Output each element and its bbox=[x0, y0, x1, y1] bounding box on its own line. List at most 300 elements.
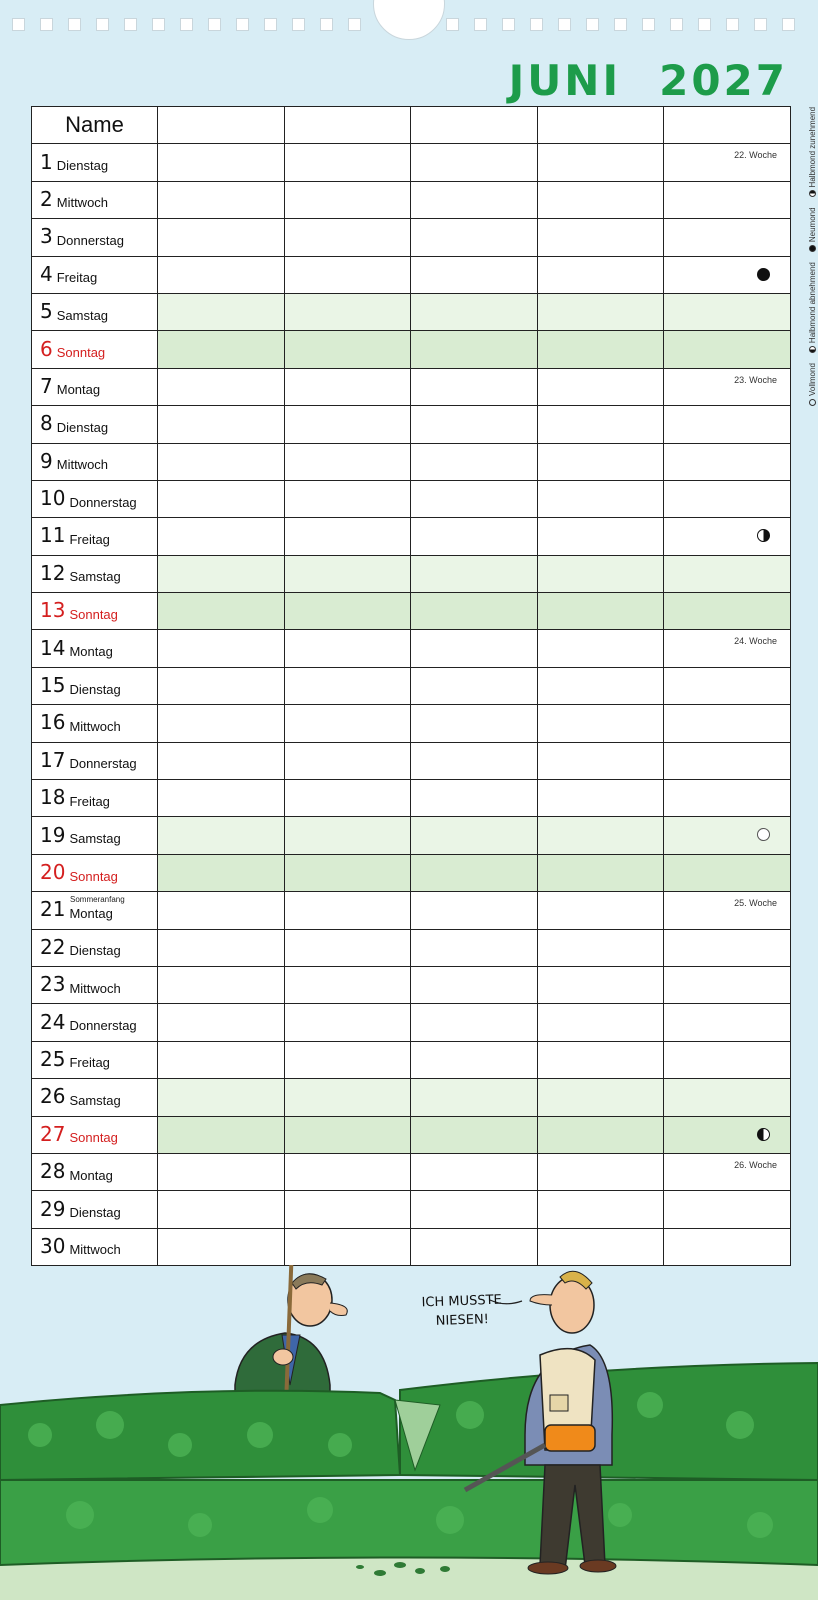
last-moon-icon bbox=[809, 346, 816, 353]
day-row bbox=[32, 1191, 791, 1228]
entry-cell[interactable] bbox=[158, 480, 285, 517]
entry-cell[interactable] bbox=[158, 219, 285, 256]
left-gardener bbox=[235, 1265, 347, 1405]
entry-cell[interactable] bbox=[537, 406, 664, 443]
day-number: 14 bbox=[40, 635, 66, 660]
entry-cell[interactable] bbox=[158, 630, 285, 667]
binding-hole bbox=[614, 18, 627, 31]
entry-cell[interactable] bbox=[411, 1153, 538, 1190]
entry-cell[interactable] bbox=[664, 480, 791, 517]
entry-cell[interactable] bbox=[537, 1041, 664, 1078]
day-row bbox=[32, 219, 791, 256]
day-label-cell bbox=[32, 929, 158, 966]
day-number: 10 bbox=[40, 486, 66, 511]
day-label-cell bbox=[32, 368, 158, 405]
entry-cell[interactable] bbox=[158, 555, 285, 592]
day-label-cell bbox=[32, 1041, 158, 1078]
day-name: Samstag bbox=[69, 569, 121, 585]
entry-cell[interactable] bbox=[664, 1004, 791, 1041]
entry-cell[interactable] bbox=[537, 705, 664, 742]
entry-cell[interactable] bbox=[284, 144, 411, 181]
entry-cell[interactable] bbox=[284, 219, 411, 256]
entry-cell[interactable] bbox=[411, 1004, 538, 1041]
entry-cell[interactable] bbox=[537, 742, 664, 779]
name-column-5[interactable] bbox=[664, 107, 791, 144]
entry-cell[interactable] bbox=[537, 667, 664, 704]
day-number: 18 bbox=[40, 785, 66, 810]
day-number: 24 bbox=[40, 1009, 66, 1034]
day-label-cell bbox=[32, 705, 158, 742]
entry-cell[interactable] bbox=[537, 593, 664, 630]
binding-hole bbox=[96, 18, 109, 31]
entry-cell[interactable] bbox=[664, 293, 791, 330]
entry-cell[interactable] bbox=[284, 1191, 411, 1228]
entry-cell[interactable] bbox=[664, 817, 791, 854]
entry-cell[interactable] bbox=[664, 1116, 791, 1153]
first-moon-icon bbox=[757, 529, 770, 542]
entry-cell[interactable] bbox=[284, 630, 411, 667]
day-name: Montag bbox=[69, 644, 113, 660]
entry-cell[interactable] bbox=[158, 705, 285, 742]
entry-cell[interactable] bbox=[664, 1228, 791, 1265]
day-number: 5 bbox=[40, 299, 53, 324]
entry-cell[interactable] bbox=[411, 1116, 538, 1153]
entry-cell[interactable] bbox=[664, 1041, 791, 1078]
entry-cell[interactable] bbox=[158, 144, 285, 181]
entry-cell[interactable] bbox=[664, 555, 791, 592]
day-label-cell bbox=[32, 1153, 158, 1190]
day-name: Donnerstag bbox=[69, 756, 137, 772]
entry-cell[interactable] bbox=[158, 593, 285, 630]
entry-cell[interactable] bbox=[284, 1116, 411, 1153]
entry-cell[interactable] bbox=[537, 1153, 664, 1190]
day-row bbox=[32, 181, 791, 218]
entry-cell[interactable] bbox=[158, 1191, 285, 1228]
day-row bbox=[32, 630, 791, 667]
entry-cell[interactable] bbox=[411, 892, 538, 929]
day-label-cell bbox=[32, 331, 158, 368]
entry-cell[interactable] bbox=[664, 742, 791, 779]
entry-cell[interactable] bbox=[664, 892, 791, 929]
day-row bbox=[32, 293, 791, 330]
day-name: Mittwoch bbox=[69, 980, 121, 996]
day-number: 1 bbox=[40, 149, 53, 174]
last-moon-icon bbox=[757, 1128, 770, 1141]
entry-cell[interactable] bbox=[284, 742, 411, 779]
entry-cell[interactable] bbox=[284, 518, 411, 555]
entry-cell[interactable] bbox=[411, 555, 538, 592]
entry-cell[interactable] bbox=[158, 331, 285, 368]
entry-cell[interactable] bbox=[158, 406, 285, 443]
binding-hole bbox=[502, 18, 515, 31]
entry-cell[interactable] bbox=[158, 854, 285, 891]
day-number: 2 bbox=[40, 186, 53, 211]
entry-cell[interactable] bbox=[664, 593, 791, 630]
entry-cell[interactable] bbox=[284, 181, 411, 218]
day-label-cell bbox=[32, 966, 158, 1003]
entry-cell[interactable] bbox=[411, 780, 538, 817]
entry-cell[interactable] bbox=[411, 817, 538, 854]
entry-cell[interactable] bbox=[158, 181, 285, 218]
day-row bbox=[32, 256, 791, 293]
entry-cell[interactable] bbox=[537, 1079, 664, 1116]
day-number: 20 bbox=[40, 860, 66, 884]
entry-cell[interactable] bbox=[411, 181, 538, 218]
entry-cell[interactable] bbox=[158, 892, 285, 929]
binding-hole bbox=[292, 18, 305, 31]
entry-cell[interactable] bbox=[284, 705, 411, 742]
entry-cell[interactable] bbox=[284, 256, 411, 293]
week-number: 25. Woche bbox=[734, 898, 777, 909]
entry-cell[interactable] bbox=[537, 817, 664, 854]
entry-cell[interactable] bbox=[537, 892, 664, 929]
day-number: 16 bbox=[40, 710, 66, 735]
legend-label: Neumond bbox=[808, 207, 817, 243]
binding-hole bbox=[40, 18, 53, 31]
day-name: Dienstag bbox=[69, 943, 121, 959]
entry-cell[interactable] bbox=[664, 780, 791, 817]
entry-cell[interactable] bbox=[158, 443, 285, 480]
day-number: 30 bbox=[40, 1233, 66, 1258]
entry-cell[interactable] bbox=[411, 256, 538, 293]
day-label-cell bbox=[32, 780, 158, 817]
entry-cell[interactable] bbox=[537, 219, 664, 256]
entry-cell[interactable] bbox=[158, 368, 285, 405]
binding-hole bbox=[348, 18, 361, 31]
binding-hole bbox=[754, 18, 767, 31]
entry-cell[interactable] bbox=[411, 406, 538, 443]
entry-cell[interactable] bbox=[664, 406, 791, 443]
entry-cell[interactable] bbox=[284, 1041, 411, 1078]
cartoon-illustration bbox=[0, 1265, 818, 1600]
binding-hole bbox=[152, 18, 165, 31]
entry-cell[interactable] bbox=[537, 1191, 664, 1228]
day-label-cell bbox=[32, 1116, 158, 1153]
legend-item bbox=[808, 363, 817, 406]
entry-cell[interactable] bbox=[537, 480, 664, 517]
binding-hole bbox=[12, 18, 25, 31]
entry-cell[interactable] bbox=[411, 219, 538, 256]
day-row bbox=[32, 1041, 791, 1078]
day-number: 12 bbox=[40, 560, 66, 585]
entry-cell[interactable] bbox=[284, 1079, 411, 1116]
entry-cell[interactable] bbox=[537, 630, 664, 667]
day-row bbox=[32, 331, 791, 368]
day-label-cell bbox=[32, 854, 158, 891]
day-number: 27 bbox=[40, 1121, 66, 1146]
entry-cell[interactable] bbox=[284, 1153, 411, 1190]
entry-cell[interactable] bbox=[537, 331, 664, 368]
entry-cell[interactable] bbox=[664, 1191, 791, 1228]
entry-cell[interactable] bbox=[158, 817, 285, 854]
binding-hole bbox=[320, 18, 333, 31]
day-name: Dienstag bbox=[56, 158, 109, 174]
day-name: Donnerstag bbox=[56, 232, 124, 248]
entry-cell[interactable] bbox=[284, 593, 411, 630]
legend-label: Halbmond abnehmend bbox=[808, 262, 817, 344]
hanger-hole bbox=[373, 0, 445, 40]
entry-cell[interactable] bbox=[284, 293, 411, 330]
speech-text: ICH MUSSTE NIESEN! bbox=[421, 1292, 503, 1329]
name-header: Name bbox=[32, 107, 158, 144]
entry-cell[interactable] bbox=[158, 518, 285, 555]
legend-item bbox=[808, 207, 817, 252]
day-label-cell bbox=[32, 593, 158, 630]
entry-cell[interactable] bbox=[158, 667, 285, 704]
day-number: 19 bbox=[40, 822, 66, 847]
entry-cell[interactable] bbox=[537, 929, 664, 966]
day-row bbox=[32, 406, 791, 443]
entry-cell[interactable] bbox=[537, 368, 664, 405]
binding-hole bbox=[782, 18, 795, 31]
entry-cell[interactable] bbox=[537, 1116, 664, 1153]
day-number: 7 bbox=[40, 373, 53, 398]
entry-cell[interactable] bbox=[664, 854, 791, 891]
day-name: Sonntag bbox=[69, 1130, 118, 1146]
day-label-cell bbox=[32, 144, 158, 181]
day-number: 25 bbox=[40, 1046, 66, 1071]
entry-cell[interactable] bbox=[284, 555, 411, 592]
entry-cell[interactable] bbox=[411, 929, 538, 966]
entry-cell[interactable] bbox=[537, 181, 664, 218]
day-note: Sommeranfang bbox=[70, 895, 125, 905]
entry-cell[interactable] bbox=[284, 1004, 411, 1041]
legend-label: Halbmond zunehmend bbox=[808, 106, 817, 188]
week-number: 26. Woche bbox=[734, 1159, 777, 1170]
day-label-cell bbox=[32, 742, 158, 779]
day-number: 8 bbox=[40, 411, 53, 436]
day-name: Mittwoch bbox=[69, 1242, 121, 1258]
page-title bbox=[509, 56, 788, 105]
entry-cell[interactable] bbox=[537, 555, 664, 592]
entry-cell[interactable] bbox=[411, 443, 538, 480]
day-name: Donnerstag bbox=[69, 494, 137, 510]
hedge bbox=[0, 1363, 818, 1565]
binding-hole bbox=[698, 18, 711, 31]
entry-cell[interactable] bbox=[411, 293, 538, 330]
entry-cell[interactable] bbox=[411, 1228, 538, 1265]
day-number: 6 bbox=[40, 336, 53, 361]
entry-cell[interactable] bbox=[664, 219, 791, 256]
entry-cell[interactable] bbox=[537, 256, 664, 293]
entry-cell[interactable] bbox=[284, 480, 411, 517]
day-number: 4 bbox=[40, 261, 53, 286]
calendar-table bbox=[31, 106, 791, 1266]
entry-cell[interactable] bbox=[411, 1191, 538, 1228]
binding-hole bbox=[726, 18, 739, 31]
entry-cell[interactable] bbox=[411, 705, 538, 742]
day-name: Sonntag bbox=[69, 868, 118, 884]
year-label: 2027 bbox=[659, 56, 788, 105]
entry-cell[interactable] bbox=[284, 817, 411, 854]
name-column-1[interactable] bbox=[158, 107, 285, 144]
entry-cell[interactable] bbox=[284, 854, 411, 891]
entry-cell[interactable] bbox=[411, 966, 538, 1003]
day-row bbox=[32, 892, 791, 929]
entry-cell[interactable] bbox=[411, 480, 538, 517]
day-row bbox=[32, 667, 791, 704]
entry-cell[interactable] bbox=[284, 780, 411, 817]
entry-cell[interactable] bbox=[284, 331, 411, 368]
entry-cell[interactable] bbox=[411, 630, 538, 667]
day-label-cell bbox=[32, 1191, 158, 1228]
entry-cell[interactable] bbox=[537, 1228, 664, 1265]
day-name: Freitag bbox=[69, 531, 110, 547]
entry-cell[interactable] bbox=[537, 1004, 664, 1041]
entry-cell[interactable] bbox=[537, 854, 664, 891]
day-row bbox=[32, 593, 791, 630]
entry-cell[interactable] bbox=[158, 256, 285, 293]
entry-cell[interactable] bbox=[537, 443, 664, 480]
entry-cell[interactable] bbox=[158, 780, 285, 817]
name-column-2[interactable] bbox=[284, 107, 411, 144]
entry-cell[interactable] bbox=[411, 593, 538, 630]
entry-cell[interactable] bbox=[158, 1004, 285, 1041]
day-name: Samstag bbox=[56, 307, 109, 323]
day-name: Donnerstag bbox=[69, 1018, 137, 1034]
entry-cell[interactable] bbox=[411, 518, 538, 555]
binding-hole bbox=[670, 18, 683, 31]
day-label-cell bbox=[32, 219, 158, 256]
day-row bbox=[32, 780, 791, 817]
name-column-4[interactable] bbox=[537, 107, 664, 144]
day-number: 26 bbox=[40, 1084, 66, 1109]
day-number: 29 bbox=[40, 1196, 66, 1221]
entry-cell[interactable] bbox=[284, 1228, 411, 1265]
new-moon-icon bbox=[809, 245, 816, 252]
day-name: Montag bbox=[69, 905, 113, 921]
entry-cell[interactable] bbox=[664, 667, 791, 704]
day-label-cell bbox=[32, 293, 158, 330]
week-number: 23. Woche bbox=[734, 374, 777, 385]
name-column-3[interactable] bbox=[411, 107, 538, 144]
entry-cell[interactable] bbox=[537, 144, 664, 181]
day-row bbox=[32, 1004, 791, 1041]
entry-cell[interactable] bbox=[411, 667, 538, 704]
entry-cell[interactable] bbox=[537, 518, 664, 555]
entry-cell[interactable] bbox=[411, 331, 538, 368]
entry-cell[interactable] bbox=[664, 181, 791, 218]
entry-cell[interactable] bbox=[664, 144, 791, 181]
day-row bbox=[32, 1079, 791, 1116]
full-moon-icon bbox=[757, 828, 770, 841]
binding-hole bbox=[474, 18, 487, 31]
month-label: JUNI bbox=[508, 56, 622, 105]
entry-cell[interactable] bbox=[158, 1153, 285, 1190]
day-name: Dienstag bbox=[69, 681, 121, 697]
day-label-cell bbox=[32, 630, 158, 667]
entry-cell[interactable] bbox=[158, 929, 285, 966]
day-row bbox=[32, 1153, 791, 1190]
entry-cell[interactable] bbox=[284, 892, 411, 929]
entry-cell[interactable] bbox=[411, 854, 538, 891]
day-number: 9 bbox=[40, 448, 53, 473]
day-label-cell bbox=[32, 181, 158, 218]
day-row bbox=[32, 929, 791, 966]
day-name: Sonntag bbox=[69, 606, 118, 622]
binding-hole bbox=[642, 18, 655, 31]
day-number: 28 bbox=[40, 1159, 66, 1184]
binding-hole bbox=[68, 18, 81, 31]
entry-cell[interactable] bbox=[537, 293, 664, 330]
day-name: Samstag bbox=[69, 1092, 121, 1108]
day-label-cell bbox=[32, 555, 158, 592]
entry-cell[interactable] bbox=[664, 518, 791, 555]
day-row bbox=[32, 854, 791, 891]
day-label-cell bbox=[32, 892, 158, 929]
entry-cell[interactable] bbox=[664, 368, 791, 405]
entry-cell[interactable] bbox=[664, 1153, 791, 1190]
day-row bbox=[32, 368, 791, 405]
legend-item bbox=[808, 262, 817, 353]
week-number: 24. Woche bbox=[734, 636, 777, 647]
binding-hole bbox=[180, 18, 193, 31]
entry-cell[interactable] bbox=[158, 1228, 285, 1265]
day-row bbox=[32, 1116, 791, 1153]
day-row bbox=[32, 555, 791, 592]
binding-hole bbox=[558, 18, 571, 31]
entry-cell[interactable] bbox=[411, 1079, 538, 1116]
entry-cell[interactable] bbox=[411, 144, 538, 181]
entry-cell[interactable] bbox=[664, 443, 791, 480]
day-label-cell bbox=[32, 1004, 158, 1041]
day-name: Mittwoch bbox=[69, 718, 121, 734]
day-name: Samstag bbox=[69, 831, 121, 847]
entry-cell[interactable] bbox=[158, 1079, 285, 1116]
entry-cell[interactable] bbox=[284, 406, 411, 443]
entry-cell[interactable] bbox=[664, 966, 791, 1003]
entry-cell[interactable] bbox=[664, 630, 791, 667]
entry-cell[interactable] bbox=[284, 929, 411, 966]
entry-cell[interactable] bbox=[284, 368, 411, 405]
entry-cell[interactable] bbox=[664, 331, 791, 368]
day-number: 13 bbox=[40, 598, 66, 623]
binding-hole bbox=[446, 18, 459, 31]
entry-cell[interactable] bbox=[664, 705, 791, 742]
entry-cell[interactable] bbox=[158, 293, 285, 330]
entry-cell[interactable] bbox=[158, 742, 285, 779]
day-name: Freitag bbox=[56, 270, 98, 286]
table-header-row bbox=[32, 107, 791, 144]
entry-cell[interactable] bbox=[664, 929, 791, 966]
full-moon-icon bbox=[809, 399, 816, 406]
day-label-cell bbox=[32, 480, 158, 517]
entry-cell[interactable] bbox=[411, 368, 538, 405]
binding-hole bbox=[264, 18, 277, 31]
entry-cell[interactable] bbox=[537, 966, 664, 1003]
day-name: Dienstag bbox=[69, 1205, 121, 1221]
entry-cell[interactable] bbox=[664, 256, 791, 293]
day-row bbox=[32, 443, 791, 480]
entry-cell[interactable] bbox=[284, 667, 411, 704]
day-row bbox=[32, 817, 791, 854]
week-number: 22. Woche bbox=[734, 150, 777, 161]
entry-cell[interactable] bbox=[158, 1041, 285, 1078]
binding-hole bbox=[530, 18, 543, 31]
entry-cell[interactable] bbox=[158, 1116, 285, 1153]
entry-cell[interactable] bbox=[664, 1079, 791, 1116]
entry-cell[interactable] bbox=[411, 1041, 538, 1078]
day-label-cell bbox=[32, 1079, 158, 1116]
entry-cell[interactable] bbox=[411, 742, 538, 779]
day-row bbox=[32, 1228, 791, 1265]
entry-cell[interactable] bbox=[537, 780, 664, 817]
day-label-cell bbox=[32, 518, 158, 555]
day-name: Freitag bbox=[69, 1055, 110, 1071]
entry-cell[interactable] bbox=[284, 966, 411, 1003]
entry-cell[interactable] bbox=[284, 443, 411, 480]
entry-cell[interactable] bbox=[158, 966, 285, 1003]
